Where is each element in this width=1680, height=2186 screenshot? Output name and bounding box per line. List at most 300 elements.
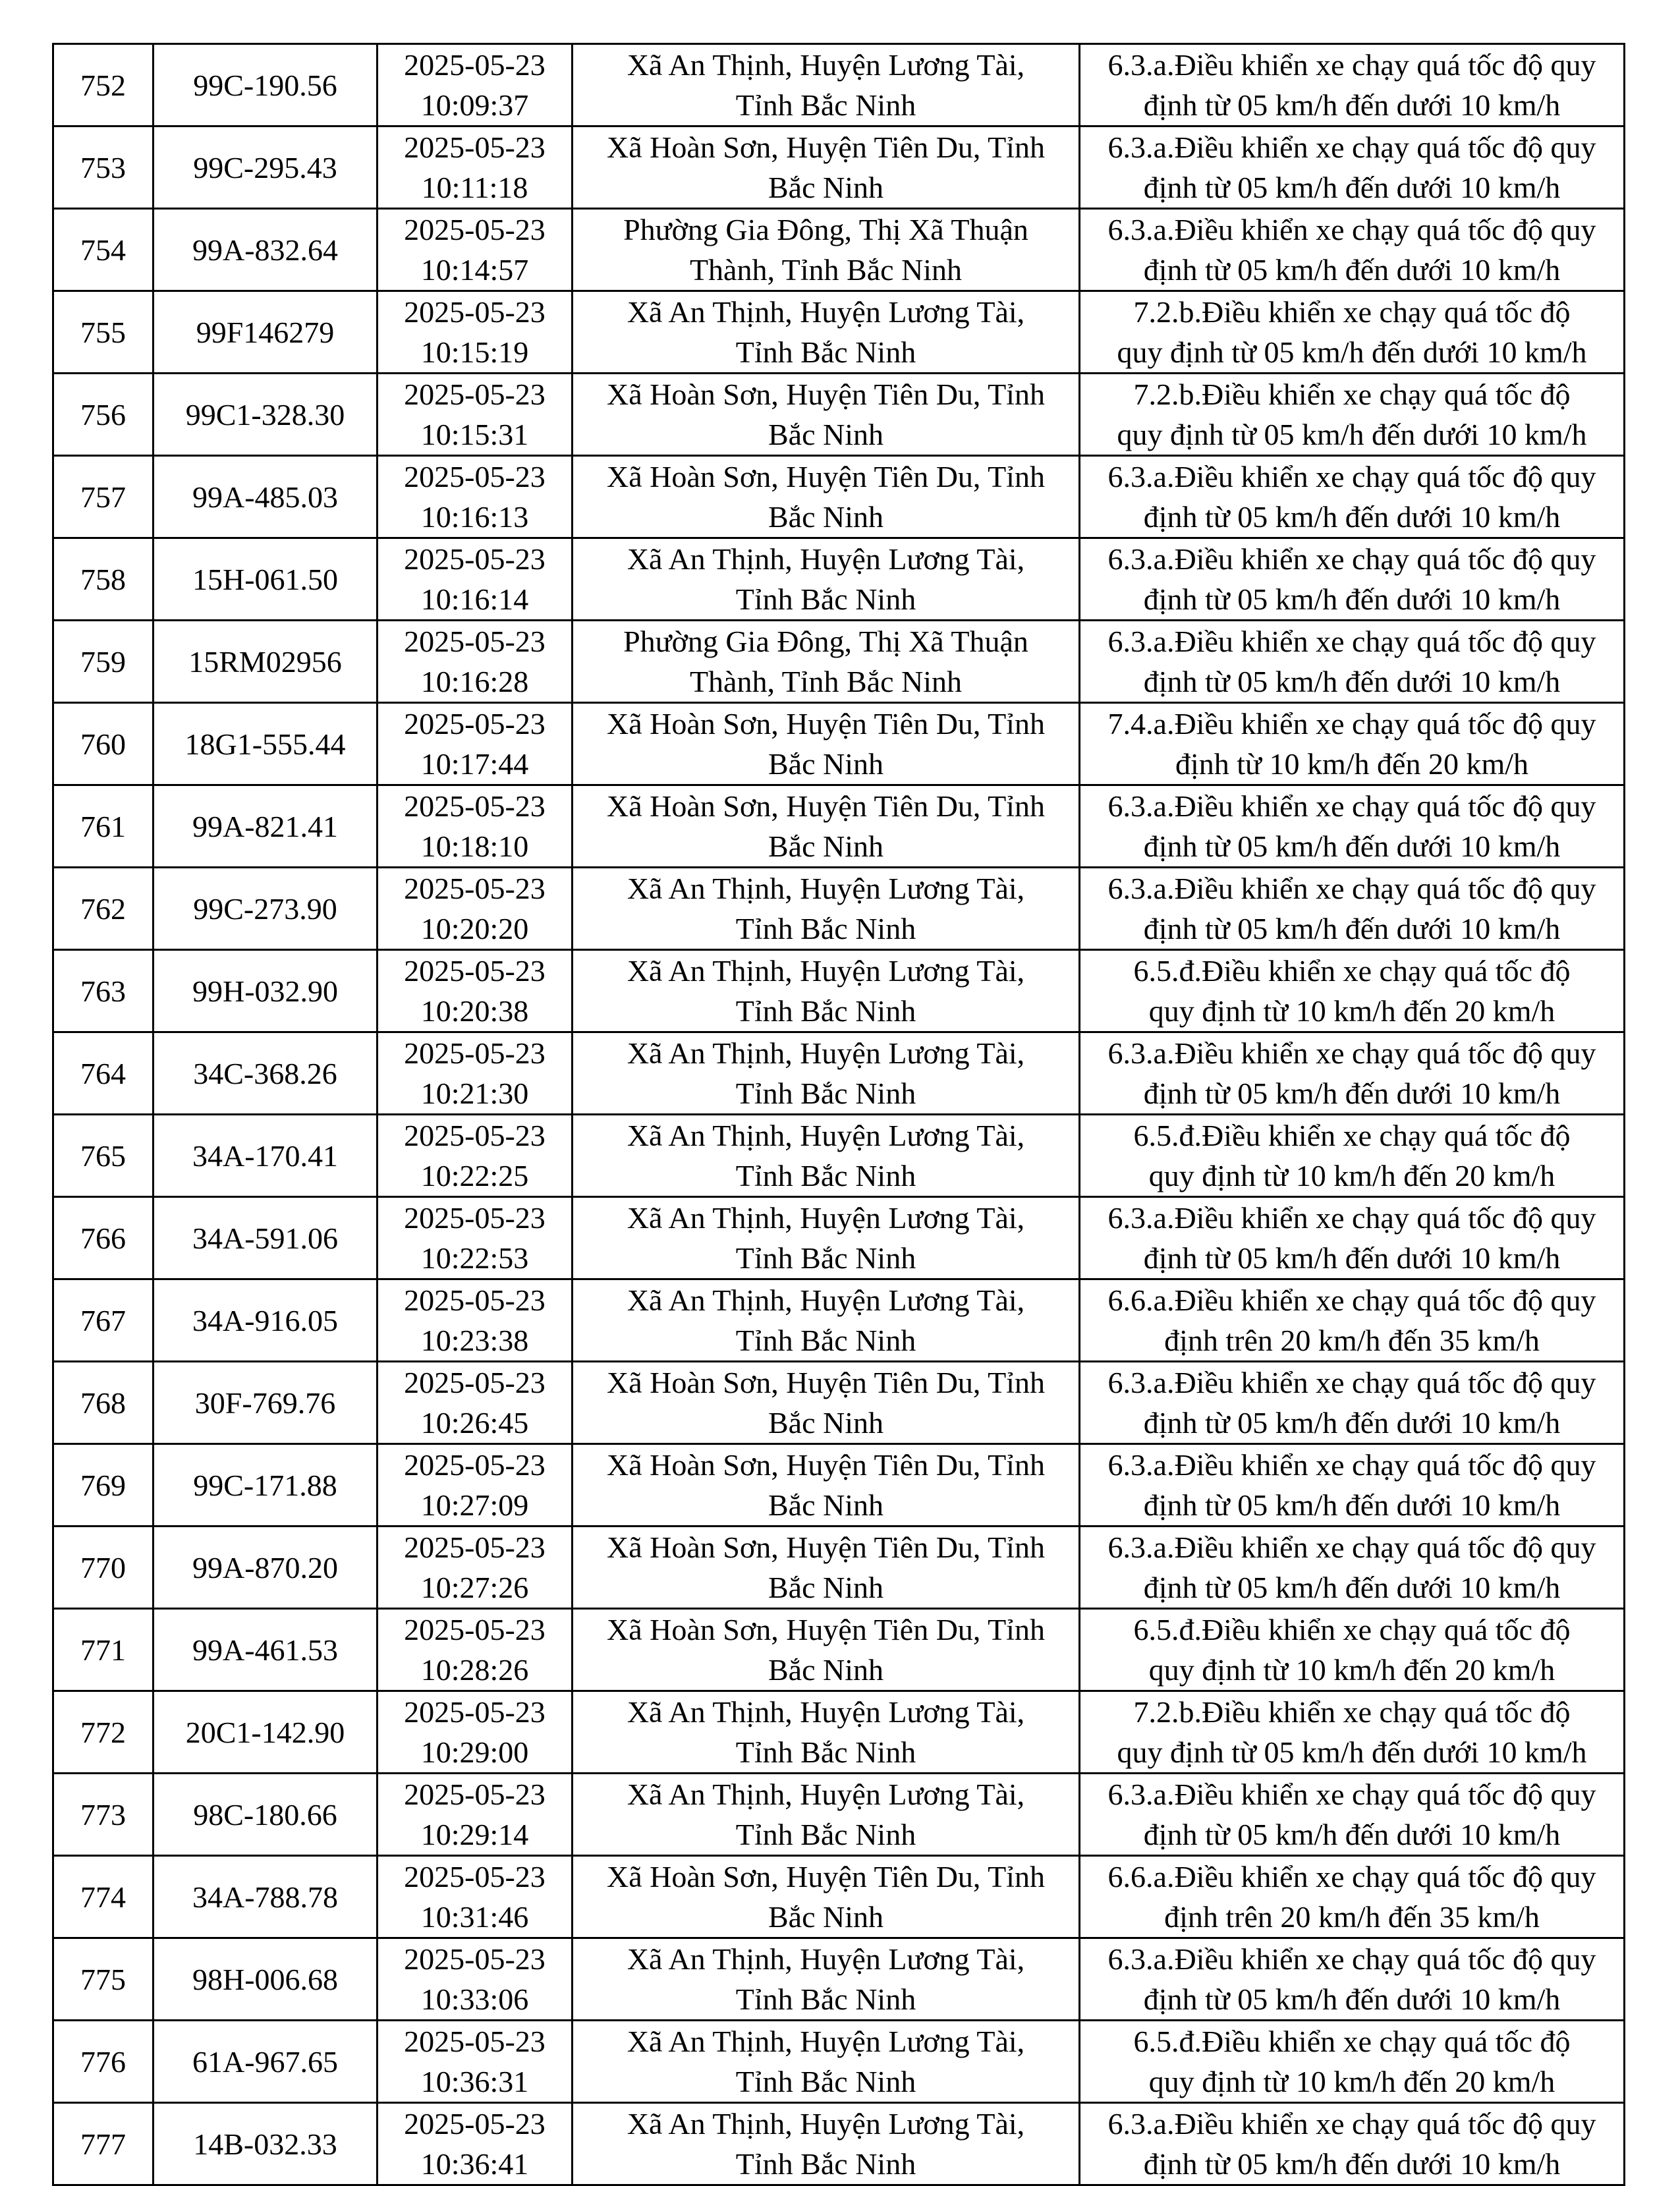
datetime-cell xyxy=(378,209,573,291)
datetime-cell xyxy=(378,785,573,868)
license-plate-cell: 18G1-555.44 xyxy=(154,703,378,785)
violation-time: 10:28:26 xyxy=(420,1653,529,1687)
datetime-cell xyxy=(378,1444,573,1527)
location-line-2: Thành, Tỉnh Bắc Ninh xyxy=(689,665,963,698)
license-plate-cell: 34A-788.78 xyxy=(154,1856,378,1938)
row-number-cell: 760 xyxy=(53,703,154,785)
license-plate-cell: 34A-916.05 xyxy=(154,1279,378,1362)
violation-time: 10:27:26 xyxy=(420,1571,529,1604)
location-cell xyxy=(573,1362,1080,1444)
violation-line-2: quy định từ 10 km/h đến 20 km/h xyxy=(1148,2065,1555,2098)
violation-line-2: định từ 05 km/h đến dưới 10 km/h xyxy=(1143,829,1561,863)
license-plate-cell: 34A-170.41 xyxy=(154,1115,378,1197)
license-plate-cell: 34A-591.06 xyxy=(154,1197,378,1279)
violation-line-2: định từ 05 km/h đến dưới 10 km/h xyxy=(1143,88,1561,122)
row-number-cell: 763 xyxy=(53,950,154,1032)
violation-line-2: quy định từ 10 km/h đến 20 km/h xyxy=(1148,994,1555,1028)
row-number-cell: 758 xyxy=(53,538,154,621)
violation-cell xyxy=(1080,1938,1625,2021)
datetime-cell xyxy=(378,2021,573,2103)
violation-line-1: 6.6.a.Điều khiển xe chạy quá tốc độ quy xyxy=(1107,1860,1596,1893)
violation-time: 10:21:30 xyxy=(420,1077,529,1110)
violation-line-2: định trên 20 km/h đến 35 km/h xyxy=(1164,1324,1540,1357)
violation-time: 10:29:00 xyxy=(420,1735,529,1769)
violation-date: 2025-05-23 xyxy=(404,1201,546,1235)
violation-time: 10:22:53 xyxy=(420,1241,529,1275)
violation-line-2: định từ 05 km/h đến dưới 10 km/h xyxy=(1143,665,1561,698)
row-number-cell: 755 xyxy=(53,291,154,374)
location-cell xyxy=(573,1774,1080,1856)
row-number-cell: 773 xyxy=(53,1774,154,1856)
location-line-2: Bắc Ninh xyxy=(768,1900,883,1934)
location-line-1: Xã An Thịnh, Huyện Lương Tài, xyxy=(627,1695,1025,1729)
violation-time: 10:31:46 xyxy=(420,1900,529,1934)
violation-cell xyxy=(1080,1362,1625,1444)
row-number-cell: 772 xyxy=(53,1691,154,1774)
violation-date: 2025-05-23 xyxy=(404,789,546,823)
datetime-cell xyxy=(378,291,573,374)
location-line-1: Phường Gia Đông, Thị Xã Thuận xyxy=(623,213,1028,246)
violation-date: 2025-05-23 xyxy=(404,1860,546,1893)
datetime-cell xyxy=(378,2103,573,2185)
location-cell xyxy=(573,44,1080,126)
location-cell xyxy=(573,1444,1080,1527)
license-plate-cell: 98H-006.68 xyxy=(154,1938,378,2021)
violation-cell xyxy=(1080,1774,1625,1856)
location-line-1: Xã Hoàn Sơn, Huyện Tiên Du, Tỉnh xyxy=(607,1366,1045,1399)
location-cell xyxy=(573,456,1080,538)
violation-cell xyxy=(1080,209,1625,291)
violation-line-2: quy định từ 05 km/h đến dưới 10 km/h xyxy=(1117,1735,1587,1769)
location-line-2: Bắc Ninh xyxy=(768,1488,883,1522)
violation-date: 2025-05-23 xyxy=(404,213,546,246)
violation-cell xyxy=(1080,621,1625,703)
violation-date: 2025-05-23 xyxy=(404,625,546,658)
location-line-2: Bắc Ninh xyxy=(768,418,883,451)
row-number-cell: 776 xyxy=(53,2021,154,2103)
location-line-2: Bắc Ninh xyxy=(768,829,883,863)
violation-line-2: quy định từ 05 km/h đến dưới 10 km/h xyxy=(1117,335,1587,369)
violation-line-1: 6.3.a.Điều khiển xe chạy quá tốc độ quy xyxy=(1107,1942,1596,1976)
violation-date: 2025-05-23 xyxy=(404,378,546,411)
table-row xyxy=(53,2103,1625,2185)
violation-date: 2025-05-23 xyxy=(404,2025,546,2058)
location-cell xyxy=(573,126,1080,209)
violation-time: 10:14:57 xyxy=(420,253,529,287)
location-cell xyxy=(573,1938,1080,2021)
license-plate-cell: 99F146279 xyxy=(154,291,378,374)
datetime-cell xyxy=(378,703,573,785)
violation-line-2: định từ 05 km/h đến dưới 10 km/h xyxy=(1143,171,1561,204)
table-row xyxy=(53,456,1625,538)
license-plate-cell: 99C1-328.30 xyxy=(154,374,378,456)
violation-line-2: quy định từ 10 km/h đến 20 km/h xyxy=(1148,1159,1555,1192)
violation-line-1: 6.3.a.Điều khiển xe chạy quá tốc độ quy xyxy=(1107,1201,1596,1235)
violation-date: 2025-05-23 xyxy=(404,872,546,905)
violation-line-1: 6.3.a.Điều khiển xe chạy quá tốc độ quy xyxy=(1107,48,1596,82)
location-line-1: Xã An Thịnh, Huyện Lương Tài, xyxy=(627,1778,1025,1811)
table-row xyxy=(53,868,1625,950)
datetime-cell xyxy=(378,1527,573,1609)
violation-cell xyxy=(1080,1856,1625,1938)
row-number-cell: 769 xyxy=(53,1444,154,1527)
datetime-cell xyxy=(378,1115,573,1197)
datetime-cell xyxy=(378,1362,573,1444)
table-row xyxy=(53,950,1625,1032)
location-line-2: Tỉnh Bắc Ninh xyxy=(735,912,916,945)
violation-cell xyxy=(1080,1444,1625,1527)
datetime-cell xyxy=(378,1938,573,2021)
location-line-2: Tỉnh Bắc Ninh xyxy=(735,1159,916,1192)
location-line-1: Xã An Thịnh, Huyện Lương Tài, xyxy=(627,1119,1025,1152)
table-row xyxy=(53,1938,1625,2021)
violation-date: 2025-05-23 xyxy=(404,1366,546,1399)
license-plate-cell: 14B-032.33 xyxy=(154,2103,378,2185)
violation-line-2: định từ 05 km/h đến dưới 10 km/h xyxy=(1143,1818,1561,1851)
location-line-2: Tỉnh Bắc Ninh xyxy=(735,1982,916,2016)
location-line-2: Bắc Ninh xyxy=(768,1653,883,1687)
row-number-cell: 774 xyxy=(53,1856,154,1938)
row-number-cell: 767 xyxy=(53,1279,154,1362)
violation-line-1: 7.2.b.Điều khiển xe chạy quá tốc độ xyxy=(1133,378,1571,411)
datetime-cell xyxy=(378,374,573,456)
datetime-cell xyxy=(378,1032,573,1115)
row-number-cell: 759 xyxy=(53,621,154,703)
table-body xyxy=(53,44,1625,2185)
location-cell xyxy=(573,374,1080,456)
violation-line-2: định từ 05 km/h đến dưới 10 km/h xyxy=(1143,1406,1561,1440)
violation-time: 10:09:37 xyxy=(420,88,529,122)
violation-line-1: 6.5.đ.Điều khiển xe chạy quá tốc độ xyxy=(1133,1613,1571,1646)
location-line-2: Tỉnh Bắc Ninh xyxy=(735,335,916,369)
location-line-2: Tỉnh Bắc Ninh xyxy=(735,1324,916,1357)
location-line-1: Xã Hoàn Sơn, Huyện Tiên Du, Tỉnh xyxy=(607,1448,1045,1482)
violation-date: 2025-05-23 xyxy=(404,1448,546,1482)
location-cell xyxy=(573,209,1080,291)
table-row xyxy=(53,1609,1625,1691)
location-cell xyxy=(573,1609,1080,1691)
violation-line-2: định từ 05 km/h đến dưới 10 km/h xyxy=(1143,1982,1561,2016)
license-plate-cell: 99A-870.20 xyxy=(154,1527,378,1609)
table-row xyxy=(53,1527,1625,1609)
violation-line-1: 6.6.a.Điều khiển xe chạy quá tốc độ quy xyxy=(1107,1283,1596,1317)
violation-cell xyxy=(1080,1279,1625,1362)
violation-date: 2025-05-23 xyxy=(404,1036,546,1070)
location-line-2: Tỉnh Bắc Ninh xyxy=(735,2147,916,2181)
location-cell xyxy=(573,538,1080,621)
violation-line-2: định từ 05 km/h đến dưới 10 km/h xyxy=(1143,1077,1561,1110)
row-number-cell: 771 xyxy=(53,1609,154,1691)
location-line-1: Xã An Thịnh, Huyện Lương Tài, xyxy=(627,542,1025,576)
location-line-2: Tỉnh Bắc Ninh xyxy=(735,582,916,616)
table-row xyxy=(53,621,1625,703)
table-row xyxy=(53,2021,1625,2103)
license-plate-cell: 99C-273.90 xyxy=(154,868,378,950)
violation-cell xyxy=(1080,2021,1625,2103)
location-cell xyxy=(573,703,1080,785)
datetime-cell xyxy=(378,456,573,538)
violation-cell xyxy=(1080,703,1625,785)
location-cell xyxy=(573,1279,1080,1362)
violation-time: 10:23:38 xyxy=(420,1324,529,1357)
violation-line-2: định từ 05 km/h đến dưới 10 km/h xyxy=(1143,1488,1561,1522)
violation-time: 10:29:14 xyxy=(420,1818,529,1851)
violation-line-1: 6.3.a.Điều khiển xe chạy quá tốc độ quy xyxy=(1107,872,1596,905)
location-cell xyxy=(573,1856,1080,1938)
violation-date: 2025-05-23 xyxy=(404,295,546,329)
violation-time: 10:16:28 xyxy=(420,665,529,698)
violation-line-2: định trên 20 km/h đến 35 km/h xyxy=(1164,1900,1540,1934)
location-cell xyxy=(573,1527,1080,1609)
violation-line-1: 6.5.đ.Điều khiển xe chạy quá tốc độ xyxy=(1133,954,1571,988)
location-line-1: Xã Hoàn Sơn, Huyện Tiên Du, Tỉnh xyxy=(607,1613,1045,1646)
violation-line-1: 6.3.a.Điều khiển xe chạy quá tốc độ quy xyxy=(1107,1530,1596,1564)
license-plate-cell: 30F-769.76 xyxy=(154,1362,378,1444)
location-cell xyxy=(573,2103,1080,2185)
violation-date: 2025-05-23 xyxy=(404,1778,546,1811)
datetime-cell xyxy=(378,1279,573,1362)
violation-line-1: 6.5.đ.Điều khiển xe chạy quá tốc độ xyxy=(1133,2025,1571,2058)
location-line-1: Xã An Thịnh, Huyện Lương Tài, xyxy=(627,1201,1025,1235)
violation-date: 2025-05-23 xyxy=(404,1119,546,1152)
violation-time: 10:36:31 xyxy=(420,2065,529,2098)
table-row xyxy=(53,538,1625,621)
row-number-cell: 775 xyxy=(53,1938,154,2021)
violation-line-1: 7.4.a.Điều khiển xe chạy quá tốc độ quy xyxy=(1107,707,1596,741)
violation-date: 2025-05-23 xyxy=(404,1942,546,1976)
violation-time: 10:27:09 xyxy=(420,1488,529,1522)
row-number-cell: 761 xyxy=(53,785,154,868)
license-plate-cell: 99C-295.43 xyxy=(154,126,378,209)
location-line-2: Tỉnh Bắc Ninh xyxy=(735,2065,916,2098)
location-line-2: Bắc Ninh xyxy=(768,1406,883,1440)
violation-date: 2025-05-23 xyxy=(404,2107,546,2141)
row-number-cell: 752 xyxy=(53,44,154,126)
location-line-1: Xã An Thịnh, Huyện Lương Tài, xyxy=(627,295,1025,329)
violation-time: 10:26:45 xyxy=(420,1406,529,1440)
table-row xyxy=(53,1115,1625,1197)
row-number-cell: 765 xyxy=(53,1115,154,1197)
violation-cell xyxy=(1080,1197,1625,1279)
violation-cell xyxy=(1080,1691,1625,1774)
location-line-1: Xã Hoàn Sơn, Huyện Tiên Du, Tỉnh xyxy=(607,130,1045,164)
violation-cell xyxy=(1080,2103,1625,2185)
license-plate-cell: 99C-190.56 xyxy=(154,44,378,126)
location-line-1: Xã An Thịnh, Huyện Lương Tài, xyxy=(627,872,1025,905)
location-line-2: Tỉnh Bắc Ninh xyxy=(735,1818,916,1851)
table-row xyxy=(53,785,1625,868)
violation-cell xyxy=(1080,126,1625,209)
violation-time: 10:18:10 xyxy=(420,829,529,863)
violation-line-2: quy định từ 10 km/h đến 20 km/h xyxy=(1148,1653,1555,1687)
violations-table xyxy=(52,43,1625,2186)
row-number-cell: 770 xyxy=(53,1527,154,1609)
table-row xyxy=(53,1444,1625,1527)
row-number-cell: 756 xyxy=(53,374,154,456)
location-line-2: Bắc Ninh xyxy=(768,500,883,534)
datetime-cell xyxy=(378,1774,573,1856)
datetime-cell xyxy=(378,868,573,950)
license-plate-cell: 99A-832.64 xyxy=(154,209,378,291)
table-row xyxy=(53,1856,1625,1938)
location-line-1: Xã An Thịnh, Huyện Lương Tài, xyxy=(627,48,1025,82)
violation-line-2: quy định từ 05 km/h đến dưới 10 km/h xyxy=(1117,418,1587,451)
violation-cell xyxy=(1080,785,1625,868)
location-line-2: Tỉnh Bắc Ninh xyxy=(735,994,916,1028)
violation-time: 10:22:25 xyxy=(420,1159,529,1192)
row-number-cell: 766 xyxy=(53,1197,154,1279)
violation-time: 10:16:14 xyxy=(420,582,529,616)
violation-cell xyxy=(1080,1609,1625,1691)
row-number-cell: 777 xyxy=(53,2103,154,2185)
violation-date: 2025-05-23 xyxy=(404,1613,546,1646)
table-row xyxy=(53,1774,1625,1856)
location-cell xyxy=(573,1197,1080,1279)
location-line-2: Bắc Ninh xyxy=(768,171,883,204)
location-line-1: Xã Hoàn Sơn, Huyện Tiên Du, Tỉnh xyxy=(607,1530,1045,1564)
violation-line-1: 6.3.a.Điều khiển xe chạy quá tốc độ quy xyxy=(1107,2107,1596,2141)
license-plate-cell: 34C-368.26 xyxy=(154,1032,378,1115)
row-number-cell: 768 xyxy=(53,1362,154,1444)
datetime-cell xyxy=(378,621,573,703)
location-line-1: Xã Hoàn Sơn, Huyện Tiên Du, Tỉnh xyxy=(607,1860,1045,1893)
row-number-cell: 764 xyxy=(53,1032,154,1115)
table-row xyxy=(53,1032,1625,1115)
violation-time: 10:15:19 xyxy=(420,335,529,369)
violation-time: 10:20:38 xyxy=(420,994,529,1028)
location-cell xyxy=(573,868,1080,950)
location-line-1: Xã An Thịnh, Huyện Lương Tài, xyxy=(627,1942,1025,1976)
location-cell xyxy=(573,950,1080,1032)
location-line-1: Xã Hoàn Sơn, Huyện Tiên Du, Tỉnh xyxy=(607,460,1045,493)
location-line-2: Bắc Ninh xyxy=(768,747,883,781)
table-row xyxy=(53,44,1625,126)
violation-date: 2025-05-23 xyxy=(404,542,546,576)
datetime-cell xyxy=(378,538,573,621)
location-line-2: Thành, Tỉnh Bắc Ninh xyxy=(689,253,963,287)
violation-line-2: định từ 05 km/h đến dưới 10 km/h xyxy=(1143,1241,1561,1275)
violation-line-1: 6.3.a.Điều khiển xe chạy quá tốc độ quy xyxy=(1107,130,1596,164)
location-cell xyxy=(573,291,1080,374)
violation-line-1: 6.3.a.Điều khiển xe chạy quá tốc độ quy xyxy=(1107,460,1596,493)
violation-line-1: 6.3.a.Điều khiển xe chạy quá tốc độ quy xyxy=(1107,1778,1596,1811)
location-cell xyxy=(573,1115,1080,1197)
violation-line-1: 6.5.đ.Điều khiển xe chạy quá tốc độ xyxy=(1133,1119,1571,1152)
violation-line-2: định từ 05 km/h đến dưới 10 km/h xyxy=(1143,912,1561,945)
table-row xyxy=(53,291,1625,374)
violation-line-1: 7.2.b.Điều khiển xe chạy quá tốc độ xyxy=(1133,295,1571,329)
table-row xyxy=(53,703,1625,785)
location-line-1: Xã An Thịnh, Huyện Lương Tài, xyxy=(627,1283,1025,1317)
violation-cell xyxy=(1080,868,1625,950)
violation-line-2: định từ 05 km/h đến dưới 10 km/h xyxy=(1143,582,1561,616)
violation-date: 2025-05-23 xyxy=(404,1283,546,1317)
violation-line-1: 6.3.a.Điều khiển xe chạy quá tốc độ quy xyxy=(1107,1366,1596,1399)
location-line-1: Xã Hoàn Sơn, Huyện Tiên Du, Tỉnh xyxy=(607,789,1045,823)
violation-line-1: 7.2.b.Điều khiển xe chạy quá tốc độ xyxy=(1133,1695,1571,1729)
violation-date: 2025-05-23 xyxy=(404,460,546,493)
violation-line-2: định từ 05 km/h đến dưới 10 km/h xyxy=(1143,253,1561,287)
violation-time: 10:20:20 xyxy=(420,912,529,945)
violation-cell xyxy=(1080,44,1625,126)
datetime-cell xyxy=(378,44,573,126)
license-plate-cell: 61A-967.65 xyxy=(154,2021,378,2103)
violation-time: 10:33:06 xyxy=(420,1982,529,2016)
location-line-2: Tỉnh Bắc Ninh xyxy=(735,1241,916,1275)
license-plate-cell: 15RM02956 xyxy=(154,621,378,703)
violation-cell xyxy=(1080,374,1625,456)
location-cell xyxy=(573,1691,1080,1774)
location-line-1: Xã An Thịnh, Huyện Lương Tài, xyxy=(627,954,1025,988)
violation-line-1: 6.3.a.Điều khiển xe chạy quá tốc độ quy xyxy=(1107,789,1596,823)
datetime-cell xyxy=(378,1856,573,1938)
row-number-cell: 762 xyxy=(53,868,154,950)
violation-time: 10:11:18 xyxy=(421,171,528,204)
table-row xyxy=(53,1279,1625,1362)
table-row xyxy=(53,126,1625,209)
table-row xyxy=(53,1197,1625,1279)
row-number-cell: 757 xyxy=(53,456,154,538)
location-line-1: Xã Hoàn Sơn, Huyện Tiên Du, Tỉnh xyxy=(607,707,1045,741)
location-cell xyxy=(573,785,1080,868)
violation-date: 2025-05-23 xyxy=(404,707,546,741)
violation-line-2: định từ 05 km/h đến dưới 10 km/h xyxy=(1143,500,1561,534)
violation-cell xyxy=(1080,291,1625,374)
datetime-cell xyxy=(378,126,573,209)
violation-line-2: định từ 05 km/h đến dưới 10 km/h xyxy=(1143,2147,1561,2181)
license-plate-cell: 99A-821.41 xyxy=(154,785,378,868)
violation-line-2: định từ 10 km/h đến 20 km/h xyxy=(1175,747,1529,781)
location-line-2: Bắc Ninh xyxy=(768,1571,883,1604)
violation-line-2: định từ 05 km/h đến dưới 10 km/h xyxy=(1143,1571,1561,1604)
violation-date: 2025-05-23 xyxy=(404,1530,546,1564)
location-line-1: Xã An Thịnh, Huyện Lương Tài, xyxy=(627,2025,1025,2058)
violation-time: 10:15:31 xyxy=(420,418,529,451)
violation-line-1: 6.3.a.Điều khiển xe chạy quá tốc độ quy xyxy=(1107,625,1596,658)
violation-cell xyxy=(1080,1032,1625,1115)
location-cell xyxy=(573,1032,1080,1115)
location-line-2: Tỉnh Bắc Ninh xyxy=(735,1077,916,1110)
license-plate-cell: 20C1-142.90 xyxy=(154,1691,378,1774)
datetime-cell xyxy=(378,950,573,1032)
location-line-2: Tỉnh Bắc Ninh xyxy=(735,88,916,122)
row-number-cell: 753 xyxy=(53,126,154,209)
location-cell xyxy=(573,621,1080,703)
violation-line-1: 6.3.a.Điều khiển xe chạy quá tốc độ quy xyxy=(1107,213,1596,246)
violation-cell xyxy=(1080,1527,1625,1609)
location-line-1: Phường Gia Đông, Thị Xã Thuận xyxy=(623,625,1028,658)
datetime-cell xyxy=(378,1691,573,1774)
violation-line-1: 6.3.a.Điều khiển xe chạy quá tốc độ quy xyxy=(1107,1036,1596,1070)
row-number-cell: 754 xyxy=(53,209,154,291)
violation-date: 2025-05-23 xyxy=(404,130,546,164)
license-plate-cell: 99A-461.53 xyxy=(154,1609,378,1691)
datetime-cell xyxy=(378,1609,573,1691)
license-plate-cell: 99A-485.03 xyxy=(154,456,378,538)
violation-date: 2025-05-23 xyxy=(404,1695,546,1729)
violation-cell xyxy=(1080,950,1625,1032)
violation-time: 10:17:44 xyxy=(420,747,529,781)
table-row xyxy=(53,1691,1625,1774)
violation-time: 10:36:41 xyxy=(420,2147,529,2181)
table-row xyxy=(53,1362,1625,1444)
violation-date: 2025-05-23 xyxy=(404,48,546,82)
license-plate-cell: 99H-032.90 xyxy=(154,950,378,1032)
location-line-1: Xã Hoàn Sơn, Huyện Tiên Du, Tỉnh xyxy=(607,378,1045,411)
violation-cell xyxy=(1080,1115,1625,1197)
location-line-2: Tỉnh Bắc Ninh xyxy=(735,1735,916,1769)
license-plate-cell: 99C-171.88 xyxy=(154,1444,378,1527)
